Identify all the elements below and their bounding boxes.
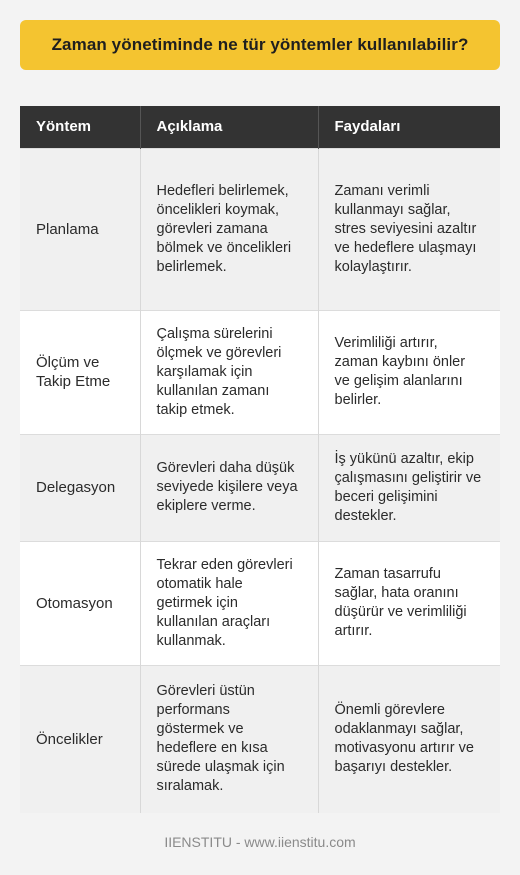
row-benefits: Verimliliği artırır, zaman kaybını önler ve gelişim alanlarını belirler. (318, 310, 500, 434)
page-title: Zaman yönetiminde ne tür yöntemler kullanılabilir? (51, 35, 469, 54)
row-method: Öncelikler (20, 665, 140, 813)
footer-credit: IIENSTITU - www.iienstitu.com (164, 834, 356, 850)
header-benefits: Faydaları (318, 106, 500, 148)
table-row (20, 541, 500, 665)
title-banner (20, 20, 500, 70)
row-benefits: Zaman tasarrufu sağlar, hata oranını düşürür ve verimliliği artırır. (318, 541, 500, 665)
row-benefits: Önemli görevlere odaklanmayı sağlar, motivasyonu artırır ve başarıyı destekler. (318, 665, 500, 813)
row-method: Planlama (20, 148, 140, 310)
header-description: Açıklama (140, 106, 318, 148)
row-description: Görevleri üstün performans göstermek ve hedeflere en kısa sürede ulaşmak için sıralamak. (140, 665, 318, 813)
methods-table (20, 106, 500, 813)
table-row (20, 434, 500, 541)
row-method: Otomasyon (20, 541, 140, 665)
row-benefits: İş yükünü azaltır, ekip çalışmasını geliştirir ve beceri gelişimini destekler. (318, 434, 500, 541)
row-description: Görevleri daha düşük seviyede kişilere veya ekiplere verme. (140, 434, 318, 541)
row-benefits: Zamanı verimli kullanmayı sağlar, stres seviyesini azaltır ve hedeflere ulaşmayı kolaylaştırır. (318, 148, 500, 310)
row-method: Ölçüm ve Takip Etme (20, 310, 140, 434)
header-method: Yöntem (20, 106, 140, 148)
row-description: Çalışma sürelerini ölçmek ve görevleri karşılamak için kullanılan zamanı takip etmek. (140, 310, 318, 434)
row-description: Hedefleri belirlemek, öncelikleri koymak, görevleri zamana bölmek ve öncelikleri belirlemek. (140, 148, 318, 310)
table-header-row (20, 106, 500, 148)
row-method: Delegasyon (20, 434, 140, 541)
table-row (20, 310, 500, 434)
table-row (20, 148, 500, 310)
table-row (20, 665, 500, 813)
row-description: Tekrar eden görevleri otomatik hale getirmek için kullanılan araçları kullanmak. (140, 541, 318, 665)
